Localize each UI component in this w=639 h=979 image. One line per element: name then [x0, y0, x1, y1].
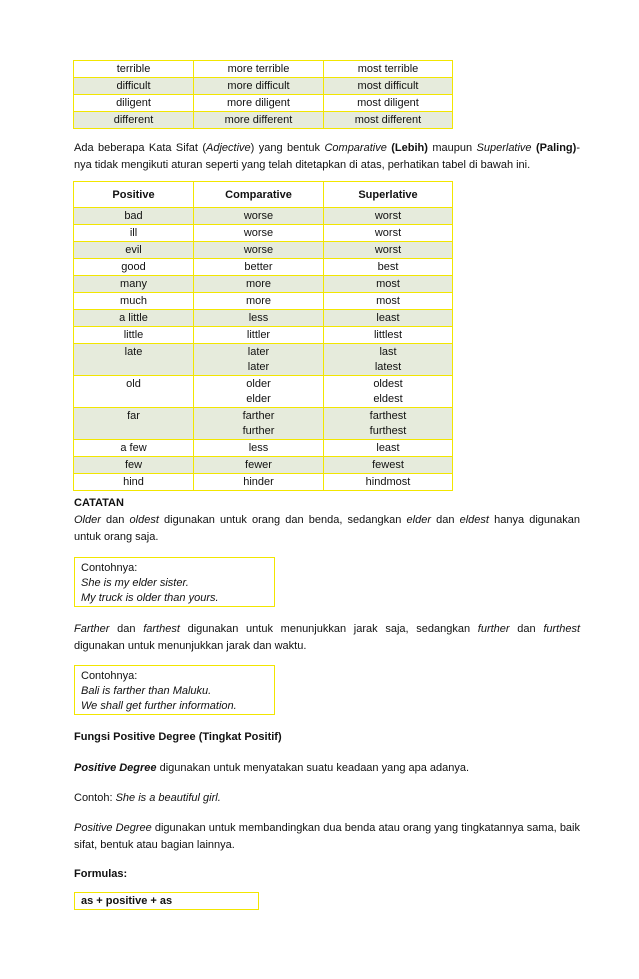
table-row — [74, 95, 453, 112]
table-row — [74, 293, 453, 310]
cell-comparative: less — [194, 310, 324, 327]
irregular-adjectives-table — [73, 181, 453, 491]
cell-positive: ill — [74, 225, 194, 242]
text: digunakan untuk membandingkan dua benda atau orang yang tingkatannya sama, baik sifat, bentuk atau bagian lainnya. — [74, 822, 580, 851]
cell-positive: many — [74, 276, 194, 293]
contoh-sentence: She is a beautiful girl. — [115, 792, 221, 804]
term-positive-degree: Positive Degree — [74, 822, 152, 834]
cell-comparative: more — [194, 276, 324, 293]
table-row — [74, 457, 453, 474]
text: dan — [109, 623, 144, 635]
table-header-row — [74, 182, 453, 208]
example-box-1 — [74, 557, 275, 607]
table-row — [74, 242, 453, 259]
cell-positive: late — [74, 344, 194, 376]
table-row — [74, 61, 453, 78]
cell-superlative: least — [324, 310, 453, 327]
table-row — [74, 276, 453, 293]
cell-positive: a few — [74, 440, 194, 457]
cell-superlative: most — [324, 276, 453, 293]
comparison-table-continued — [73, 60, 453, 129]
cell-superlative: most terrible — [324, 61, 453, 78]
term-oldest: oldest — [129, 514, 159, 526]
table-row — [74, 344, 453, 376]
cell-positive: evil — [74, 242, 194, 259]
cell-comparative: more difficult — [194, 78, 324, 95]
intro-term-comparative: Comparative — [324, 142, 387, 154]
table-row — [74, 259, 453, 276]
table-row — [74, 310, 453, 327]
comparison-table-body — [74, 61, 453, 129]
cell-comparative: littler — [194, 327, 324, 344]
irregular-adjectives-body — [74, 208, 453, 491]
cell-comparative: more terrible — [194, 61, 324, 78]
header-positive: Positive — [74, 182, 194, 208]
text: digunakan untuk menunjukkan jarak dan waktu. — [74, 640, 307, 652]
cell-comparative: hinder — [194, 474, 324, 491]
intro-text: -nya tidak mengikuti aturan seperti yang telah ditetapkan di atas, perhatikan tabel di bawah ini. — [74, 142, 580, 171]
formula-box: as + positive + as — [74, 892, 259, 910]
cell-comparative: worse — [194, 242, 324, 259]
cell-positive: difficult — [74, 78, 194, 95]
text: digunakan untuk orang dan benda, sedangkan — [158, 514, 407, 526]
text: dan — [100, 514, 130, 526]
fungsi-paragraph-2 — [74, 820, 580, 854]
cell-superlative: littlest — [324, 327, 453, 344]
intro-paragraph — [74, 140, 580, 174]
cell-positive: much — [74, 293, 194, 310]
term-farthest: farthest — [143, 623, 180, 635]
cell-comparative: more — [194, 293, 324, 310]
cell-comparative: more diligent — [194, 95, 324, 112]
example-sentence: She is my elder sister. — [81, 577, 189, 589]
cell-positive: bad — [74, 208, 194, 225]
cell-positive: good — [74, 259, 194, 276]
term-further: further — [477, 623, 510, 635]
table-row — [74, 408, 453, 440]
catatan-paragraph-2 — [74, 621, 580, 655]
fungsi-heading: Fungsi Positive Degree (Tingkat Positif) — [74, 731, 282, 743]
intro-term-lebih: (Lebih) — [391, 142, 428, 154]
cell-comparative: worse — [194, 225, 324, 242]
cell-comparative: fewer — [194, 457, 324, 474]
formulas-label: Formulas: — [74, 868, 128, 880]
table-row — [74, 327, 453, 344]
cell-comparative: older elder — [194, 376, 324, 408]
term-eldest: eldest — [459, 514, 489, 526]
example-label: Contohnya: — [81, 562, 138, 574]
table-row — [74, 112, 453, 129]
cell-superlative: worst — [324, 208, 453, 225]
term-furthest: furthest — [543, 623, 581, 635]
catatan-paragraph-1 — [74, 512, 580, 546]
cell-comparative: better — [194, 259, 324, 276]
contoh-label: Contoh: — [74, 792, 116, 804]
cell-positive: old — [74, 376, 194, 408]
table-row — [74, 376, 453, 408]
term-older: Older — [74, 514, 101, 526]
cell-positive: little — [74, 327, 194, 344]
text: hanya digunakan untuk orang saja. — [74, 514, 581, 543]
example-box-2 — [74, 665, 275, 715]
intro-text: maupun — [427, 142, 477, 154]
fungsi-paragraph-1 — [74, 760, 580, 777]
cell-superlative: worst — [324, 242, 453, 259]
intro-term-superlative: Superlative — [476, 142, 532, 154]
term-elder: elder — [406, 514, 431, 526]
table-row — [74, 78, 453, 95]
cell-superlative: best — [324, 259, 453, 276]
contoh-line — [74, 790, 580, 807]
cell-positive: hind — [74, 474, 194, 491]
cell-superlative: least — [324, 440, 453, 457]
intro-term-adjective: Adjective — [206, 142, 251, 154]
cell-superlative: most — [324, 293, 453, 310]
table-row — [74, 208, 453, 225]
cell-comparative: worse — [194, 208, 324, 225]
cell-positive: diligent — [74, 95, 194, 112]
table-row — [74, 474, 453, 491]
cell-superlative: hindmost — [324, 474, 453, 491]
text: digunakan untuk menunjukkan jarak saja, sedangkan — [179, 623, 478, 635]
cell-positive: different — [74, 112, 194, 129]
cell-positive: terrible — [74, 61, 194, 78]
term-farther: Farther — [74, 623, 110, 635]
cell-comparative: less — [194, 440, 324, 457]
text: dan — [509, 623, 544, 635]
intro-term-paling: (Paling) — [535, 142, 577, 154]
term-positive-degree: Positive Degree — [74, 762, 157, 774]
cell-superlative: oldest eldest — [324, 376, 453, 408]
cell-superlative: most different — [324, 112, 453, 129]
cell-positive: few — [74, 457, 194, 474]
table-row — [74, 225, 453, 242]
cell-comparative: later later — [194, 344, 324, 376]
cell-superlative: most difficult — [324, 78, 453, 95]
cell-superlative: most diligent — [324, 95, 453, 112]
example-sentence: We shall get further information. — [81, 700, 237, 712]
cell-superlative: worst — [324, 225, 453, 242]
example-label: Contohnya: — [81, 670, 138, 682]
cell-superlative: fewest — [324, 457, 453, 474]
header-superlative: Superlative — [324, 182, 453, 208]
example-sentence: My truck is older than yours. — [81, 592, 219, 604]
cell-positive: a little — [74, 310, 194, 327]
example-sentence: Bali is farther than Maluku. — [81, 685, 212, 697]
intro-text: Ada beberapa Kata Sifat ( — [74, 142, 207, 154]
intro-text: ) yang bentuk — [250, 142, 325, 154]
catatan-heading: CATATAN — [74, 497, 124, 509]
header-comparative: Comparative — [194, 182, 324, 208]
cell-superlative: last latest — [324, 344, 453, 376]
text: dan — [430, 514, 460, 526]
cell-positive: far — [74, 408, 194, 440]
table-row — [74, 440, 453, 457]
cell-superlative: farthest furthest — [324, 408, 453, 440]
text: digunakan untuk menyatakan suatu keadaan yang apa adanya. — [156, 762, 470, 774]
cell-comparative: more different — [194, 112, 324, 129]
cell-comparative: farther further — [194, 408, 324, 440]
